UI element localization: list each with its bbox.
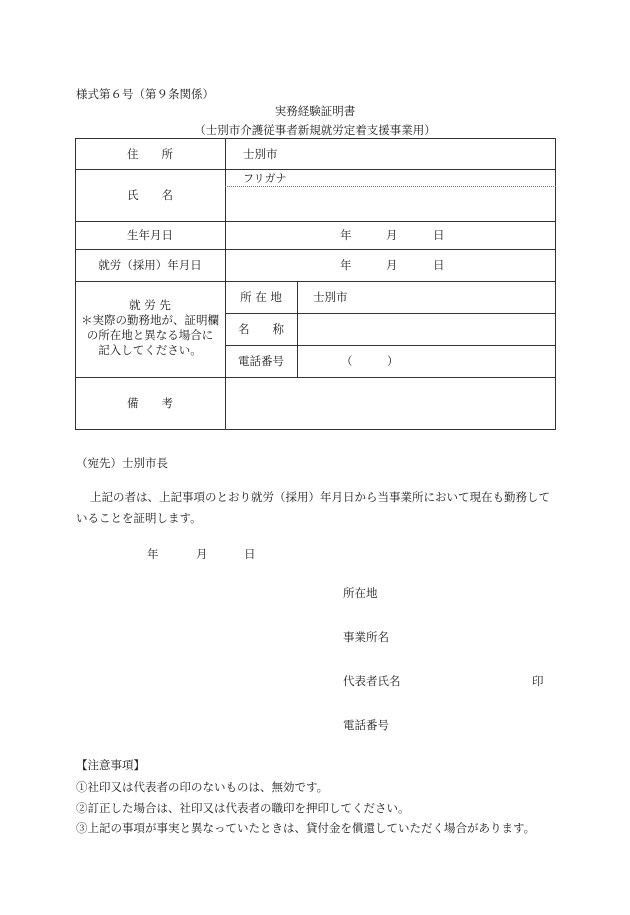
workplace-phone-label: 電話番号: [238, 354, 284, 368]
remarks-label: 備 考: [127, 396, 173, 410]
workplace-note-line-2: の所在地と異なる場合に: [86, 328, 214, 342]
birth-date-label: 生年月日: [127, 228, 173, 242]
workplace-label-block: [75, 298, 225, 358]
location-label: 所 在 地: [240, 290, 282, 304]
form-number: 様式第６号（第９条関係）: [76, 87, 214, 101]
notes-heading: 【注意事項】: [76, 758, 145, 772]
certifier-office-name-label: 事業所名: [343, 630, 389, 644]
company-name-field[interactable]: [298, 313, 556, 345]
page-title: 実務経験証明書: [274, 104, 356, 118]
employment-date-label: 就労（採用）年月日: [98, 258, 202, 272]
cert-month[interactable]: 月: [196, 547, 208, 561]
workplace-note-line-3: 記入してください。: [98, 343, 202, 357]
cert-year[interactable]: 年: [147, 547, 159, 561]
statement-line-1: 上記の者は、上記事項のとおり就労（採用）年月日から当事業所において現在も勤務して: [90, 490, 550, 504]
remarks-field[interactable]: [225, 377, 556, 429]
page-subtitle: （士別市介護従事者新規就労定着支援事業用）: [194, 123, 436, 137]
birth-day[interactable]: 日: [433, 228, 445, 242]
note-item-1: ①社印又は代表者の印のないものは、無効です。: [76, 780, 329, 794]
certificate-table: [75, 138, 556, 430]
note-item-3: ③上記の事項が事実と異なっていたときは、貸付金を償還していただく場合があります。: [76, 821, 536, 835]
birth-year[interactable]: 年: [340, 228, 352, 242]
company-name-label: 名 称: [238, 322, 284, 336]
workplace-phone-value[interactable]: （ ）: [341, 354, 399, 368]
note-item-2: ②訂正した場合は、社印又は代表者の職印を押印してください。: [76, 801, 410, 815]
certifier-phone-label: 電話番号: [343, 718, 389, 732]
birth-month[interactable]: 月: [386, 228, 398, 242]
workplace-label: 就 労 先: [129, 298, 171, 312]
addressee: （宛先）士別市長: [76, 456, 168, 470]
furigana-label: フリガナ: [243, 171, 287, 185]
workplace-note-line-1: ＊実際の勤務地が、証明欄: [81, 313, 219, 327]
seal-mark: 印: [532, 674, 544, 688]
certifier-location-label: 所在地: [343, 586, 378, 600]
address-label: 住 所: [127, 146, 173, 161]
name-field[interactable]: [225, 186, 556, 221]
location-value[interactable]: 士別市: [313, 290, 348, 304]
address-value[interactable]: 士別市: [243, 146, 278, 161]
employment-day[interactable]: 日: [433, 258, 445, 272]
cert-day[interactable]: 日: [244, 547, 256, 561]
statement-line-2: いることを証明します。: [76, 511, 202, 525]
employment-year[interactable]: 年: [340, 258, 352, 272]
certifier-representative-label: 代表者氏名: [343, 674, 401, 688]
employment-month[interactable]: 月: [386, 258, 398, 272]
name-label: 氏 名: [127, 188, 173, 202]
